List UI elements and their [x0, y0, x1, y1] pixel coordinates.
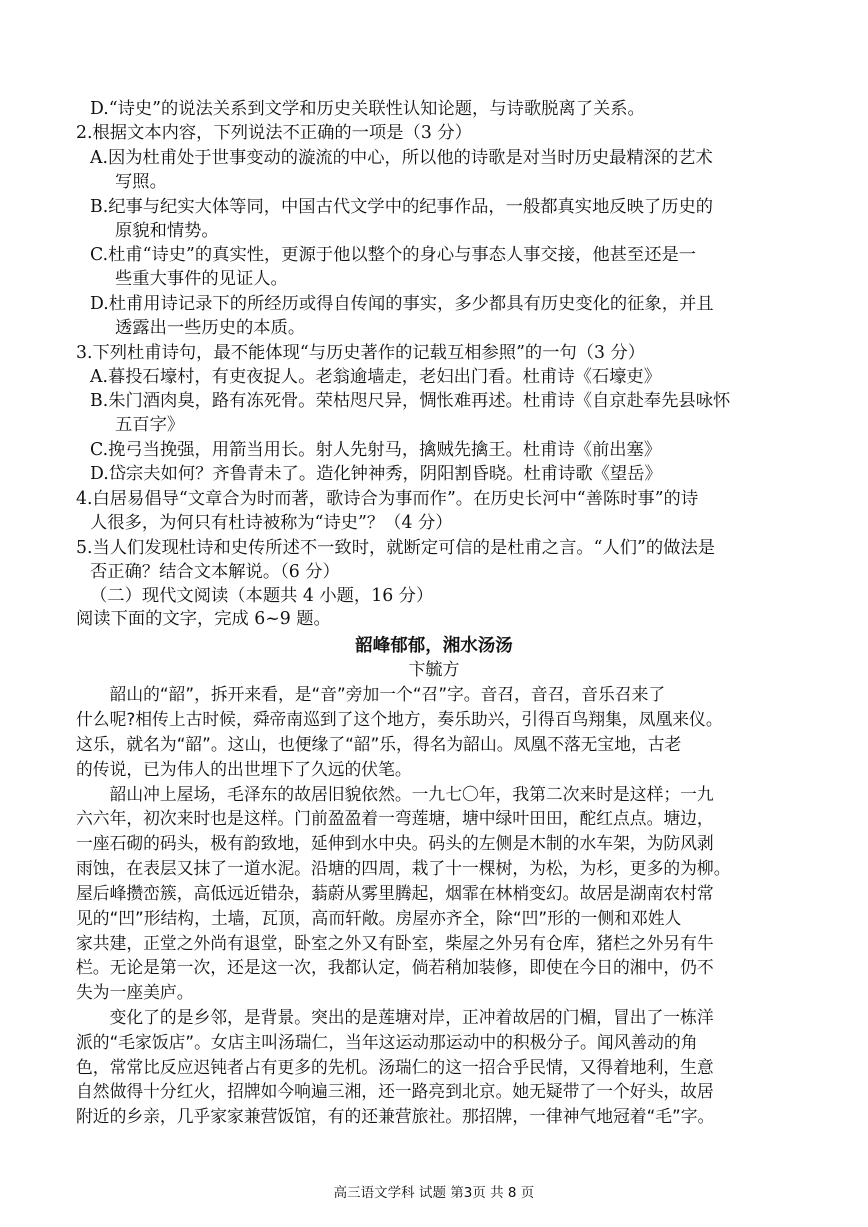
essay-line: 派的“毛家饭店”。女店主叫汤瑞仁，当年这运动那运动中的积极分子。闻风善动的角 [76, 1032, 698, 1052]
essay-line: 变化了的是乡邻，是背景。突出的是莲塘对岸，正冲着故居的门楣，冒出了一栋洋 [76, 1007, 714, 1027]
question-line: 否正确？结合文本解说。（6 分） [90, 562, 340, 582]
essay-line: 色，常常比反应迟钝者占有更多的先机。汤瑞仁的这一招合乎民情，又得着地利，生意 [76, 1057, 714, 1077]
essay-line: 的传说，已为伟人的出世埋下了久远的伏笔。 [76, 759, 412, 779]
question-line: 4.白居易倡导“文章合为时而著，歌诗合为事而作”。在历史长河中“善陈时事”的诗 [76, 489, 699, 509]
essay-line: 雨蚀，在表层又抹了一道水泥。沿塘的四周，栽了十一棵树，为松，为杉，更多的为柳。 [76, 858, 731, 878]
question-line: 透露出一些历史的本质。 [115, 318, 306, 338]
essay-line: 家共建，正堂之外尚有退堂，卧室之外又有卧室，柴屋之外另有仓库，猪栏之外另有牛 [76, 933, 714, 953]
essay-line: 六六年，初次来时也是这样。门前盈盈着一弯莲塘，塘中绿叶田田，酡红点点。塘边， [76, 808, 714, 828]
essay-line: 韶山的“韶”，拆开来看，是“音”旁加一个“召”字。音召，音召，音乐召来了 [76, 684, 666, 704]
essay-line: 自然做得十分红火，招牌如今响遍三湘，还一路亮到北京。她无疑带了一个好头，故居 [76, 1081, 714, 1101]
question-line: 五百字》 [115, 415, 185, 435]
essay-line: 韶山冲上屋场，毛泽东的故居旧貌依然。一九七〇年，我第二次来时是这样；一九 [76, 784, 714, 804]
essay-line: 屋后峰攒峦簇，高低远近错杂，蓊蔚从雾里腾起，烟霏在林梢变幻。故居是湖南农村常 [76, 883, 714, 903]
question-line: C.挽弓当挽强，用箭当用长。射人先射马，擒贼先擒王。杜甫诗《前出塞》 [90, 440, 662, 460]
essay-author: 卞毓方 [408, 660, 460, 680]
question-line: C.杜甫“诗史”的真实性，更源于他以整个的身心与事态人事交接，他甚至还是一 [90, 245, 697, 265]
page-footer: 高三语文学科 试题 第3页 共 8 页 [333, 1185, 535, 1201]
question-line: A.因为杜甫处于世事变动的漩流的中心，所以他的诗歌是对当时历史最精深的艺术 [90, 148, 713, 168]
question-line: 5.当人们发现杜诗和史传所述不一致时，就断定可信的是杜甫之言。“人们”的做法是 [76, 538, 716, 558]
question-line: 3.下列杜甫诗句，最不能体现“与历史著作的记载互相参照”的一句（3 分） [76, 343, 646, 363]
question-line: 2.根据文本内容，下列说法不正确的一项是（3 分） [76, 123, 472, 143]
essay-line: 栏。无论是第一次，还是这一次，我都认定，倘若稍加装修，即使在今日的湘中，仍不 [76, 957, 714, 977]
question-line: D.杜甫用诗记录下的所经历或得自传闻的事实，多少都具有历史变化的征象，并且 [90, 294, 714, 314]
essay-line: 什么呢?相传上古时候，舜帝南巡到了这个地方，奏乐助兴，引得百鸟翔集，凤凰来仪。 [76, 709, 723, 729]
essay-line: 一座石砌的码头，极有韵致地，延伸到水中央。码头的左侧是木制的水车架，为防风剥 [76, 833, 714, 853]
question-line: 阅读下面的文字，完成 6~9 题。 [76, 609, 331, 629]
essay-line: 见的“凹”形结构，土墙，瓦顶，高而轩敞。房屋亦齐全，除“凹”形的一侧和邓姓人 [76, 908, 682, 928]
essay-line: 这乐，就名为“韶”。这山，也便缘了“韶”乐，得名为韶山。凤凰不落无宝地，古老 [76, 734, 682, 754]
question-line: D.“诗史”的说法关系到文学和历史关联性认知论题，与诗歌脱离了关系。 [90, 99, 645, 119]
question-line: 些重大事件的见证人。 [115, 269, 288, 289]
question-line: B.纪事与纪实大体等同，中国古代文学中的纪事作品，一般都真实地反映了历史的 [90, 197, 714, 217]
essay-title: 韶峰郁郁，湘水汤汤 [355, 636, 513, 656]
question-line: D.岱宗夫如何？齐鲁青未了。造化钟神秀，阴阳割昏晓。杜甫诗歌《望岳》 [90, 464, 662, 484]
essay-line: 附近的乡亲，几乎家家兼营饭馆，有的还兼营旅社。那招牌，一律神气地冠着“毛”字。 [76, 1106, 715, 1126]
question-line: B.朱门酒肉臭，路有冻死骨。荣枯咫尺异，惆怅难再述。杜甫诗《自京赴奉先县咏怀 [90, 391, 731, 411]
question-line: 原貌和情势。 [115, 221, 219, 241]
question-line: 人很多，为何只有杜诗被称为“诗史”？（4 分） [90, 513, 453, 533]
question-line: A.暮投石壕村，有吏夜捉人。老翁逾墙走，老妇出门看。杜甫诗《石壕吏》 [90, 367, 661, 387]
essay-line: 失为一座美庐。 [76, 982, 194, 1002]
question-line: 写照。 [115, 172, 167, 192]
question-line: （二）现代文阅读（本题共 4 小题，16 分） [90, 586, 434, 606]
